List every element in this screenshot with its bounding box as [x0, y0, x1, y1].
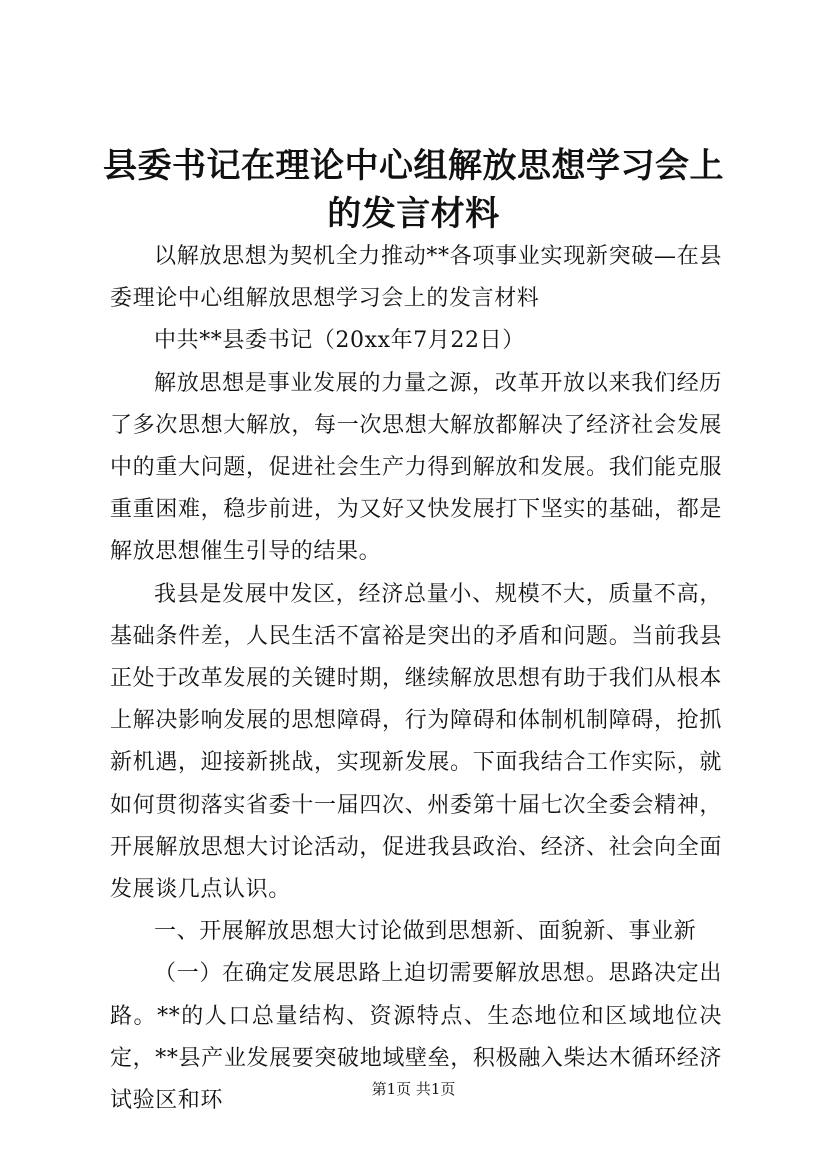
body-paragraph: （一）在确定发展思路上迫切需要解放思想。思路决定出路。**的人口总量结构、资源特点、生态地位和区域地位决定，**县产业发展要突破地域壁垒，积极融入柴达木循环经济试验区和环 — [110, 961, 722, 1114]
body-paragraph: 我县是发展中发区，经济总量小、规模不大，质量不高，基础条件差，人民生活不富裕是突出的矛盾和问题。当前我县正处于改革发展的关键时期，继续解放思想有助于我们从根本上解决影响发展的思想障碍，行为障碍和体制机制障碍，抢抓新机遇，迎接新挑战，实现新发展。下面我结合工作实际，就如何贯彻落实省委十一届四次、州委第十届七次全委会精神，开展解放思想大讨论活动，促进我县政治、经济、社会向全面发展谈几点认识。 — [110, 581, 722, 903]
section-heading: 一、开展解放思想大讨论做到思想新、面貌新、事业新 — [154, 919, 697, 945]
document-body — [110, 236, 722, 1122]
page-footer: 第1页 共1页 — [371, 1080, 456, 1098]
document-title: 县委书记在理论中心组解放思想学习会上的发言材料 — [103, 146, 724, 234]
subtitle-paragraph: 以解放思想为契机全力推动**各项事业实现新突破—在县委理论中心组解放思想学习会上的发言材料 — [110, 244, 722, 312]
body-paragraph: 解放思想是事业发展的力量之源，改革开放以来我们经历了多次思想大解放，每一次思想大解放都解决了经济社会发展中的重大问题，促进社会生产力得到解放和发展。我们能克服重重困难，稳步前进，为又好又快发展打下坚实的基础，都是解放思想催生引导的结果。 — [110, 370, 722, 565]
author-date-line: 中共**县委书记（20xx年7月22日） — [154, 328, 525, 354]
